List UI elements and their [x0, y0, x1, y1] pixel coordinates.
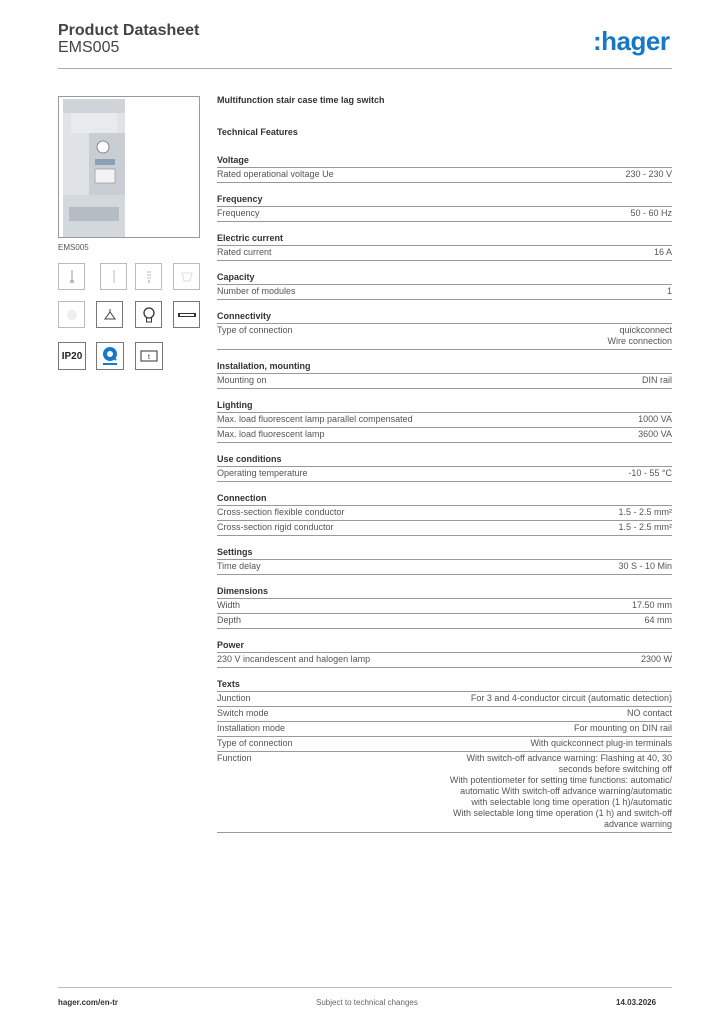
product-reference: EMS005	[58, 39, 120, 56]
page-title: Product Datasheet	[58, 22, 200, 39]
feature-row	[217, 707, 672, 722]
feature-sections	[217, 154, 672, 833]
feature-value: -10 - 55 °C	[628, 468, 672, 478]
feature-value: 1.5 - 2.5 mm²	[618, 507, 672, 517]
technical-features	[217, 95, 672, 843]
section-title: Electric current	[217, 232, 672, 246]
ip20-badge	[58, 342, 86, 370]
feature-key: Rated operational voltage Ue	[217, 169, 334, 179]
spot-lamp-icon	[58, 301, 85, 328]
feature-row	[217, 413, 672, 428]
feature-key: Rated current	[217, 247, 272, 257]
feature-row	[217, 599, 672, 614]
feature-section	[217, 232, 672, 261]
section-title: Capacity	[217, 271, 672, 285]
feature-row	[217, 324, 672, 350]
feature-key: Cross-section rigid conductor	[217, 522, 334, 532]
compact-lamp-icon	[135, 263, 162, 290]
section-title: Power	[217, 639, 672, 653]
footer-divider	[58, 987, 672, 988]
section-title: Use conditions	[217, 453, 672, 467]
section-title: Voltage	[217, 154, 672, 168]
feature-key: Width	[217, 600, 241, 610]
svg-text:t: t	[148, 354, 150, 361]
feature-key: Installation mode	[217, 723, 286, 733]
feature-row	[217, 467, 672, 482]
feature-row	[217, 614, 672, 629]
section-title: Installation, mounting	[217, 360, 672, 374]
feature-value: With switch-off advance warning: Flashing at 40, 30 seconds before switching off With potentiometer for setting time functions: automatic/ automatic With switch-off advance warning/automatic with selectable long time operation (1 h)/automatic With selectable long time operation (1 h) and switch-off advance warning	[449, 753, 672, 829]
feature-key: Frequency	[217, 208, 260, 218]
footer-date: 14.03.2026	[616, 998, 657, 1007]
feature-value: With quickconnect plug-in terminals	[530, 738, 672, 748]
feature-section	[217, 678, 672, 833]
feature-key: Type of connection	[217, 325, 293, 335]
header-divider	[58, 68, 672, 69]
feature-key: Cross-section flexible conductor	[217, 507, 345, 517]
feature-section	[217, 154, 672, 183]
feature-value: quickconnect Wire connection	[607, 325, 672, 346]
footer-notice: Subject to technical changes	[316, 998, 418, 1007]
feature-value: NO contact	[626, 708, 672, 718]
feature-value: 64 mm	[644, 615, 672, 625]
feature-row	[217, 207, 672, 222]
lamp-icon	[58, 263, 85, 290]
feature-key: Max. load fluorescent lamp parallel compensated	[217, 414, 413, 424]
feature-row	[217, 737, 672, 752]
feature-row	[217, 560, 672, 575]
feature-row	[217, 168, 672, 183]
hager-logo: :hager	[593, 26, 670, 56]
feature-value: 1.5 - 2.5 mm²	[618, 522, 672, 532]
feature-row	[217, 722, 672, 737]
feature-row	[217, 246, 672, 261]
bulb-icon	[135, 301, 162, 328]
fluorescent-tube-icon	[100, 263, 127, 290]
feature-key: Max. load fluorescent lamp	[217, 429, 325, 439]
quickconnect-logo	[96, 342, 124, 370]
section-title: Connection	[217, 492, 672, 506]
halogen-icon	[173, 263, 200, 290]
feature-value: DIN rail	[641, 375, 672, 385]
feature-section	[217, 310, 672, 350]
feature-section	[217, 271, 672, 300]
feature-row	[217, 374, 672, 389]
feature-value: 50 - 60 Hz	[630, 208, 672, 218]
feature-row	[217, 285, 672, 300]
feature-row	[217, 653, 672, 668]
ip20-label: IP20	[61, 350, 83, 362]
feature-key: Number of modules	[217, 286, 296, 296]
feature-section	[217, 546, 672, 575]
ceiling-lamp-icon	[96, 301, 123, 328]
feature-row	[217, 752, 672, 833]
feature-value: 230 - 230 V	[625, 169, 672, 179]
feature-value: 30 S - 10 Min	[618, 561, 672, 571]
feature-key: Operating temperature	[217, 468, 308, 478]
feature-key: Depth	[217, 615, 242, 625]
product-name: Multifunction stair case time lag switch	[217, 95, 385, 105]
feature-value: For mounting on DIN rail	[573, 723, 672, 733]
feature-row	[217, 428, 672, 443]
fluorescent-icon	[173, 301, 200, 328]
feature-section	[217, 639, 672, 668]
feature-value: 1000 VA	[638, 414, 672, 424]
section-title: Frequency	[217, 193, 672, 207]
feature-section	[217, 193, 672, 222]
feature-row	[217, 506, 672, 521]
section-title: Settings	[217, 546, 672, 560]
feature-section	[217, 585, 672, 629]
section-title: Dimensions	[217, 585, 672, 599]
feature-key: Type of connection	[217, 738, 293, 748]
feature-value: 2300 W	[640, 654, 672, 664]
feature-key: Time delay	[217, 561, 261, 571]
feature-key: Junction	[217, 693, 251, 703]
feature-row	[217, 521, 672, 536]
feature-section	[217, 399, 672, 443]
feature-key: 230 V incandescent and halogen lamp	[217, 654, 371, 664]
feature-value: For 3 and 4-conductor circuit (automatic detection)	[470, 693, 672, 703]
section-title: Lighting	[217, 399, 672, 413]
timer-icon	[135, 342, 163, 370]
feature-section	[217, 492, 672, 536]
photo-caption: EMS005	[58, 243, 89, 252]
feature-value: 1	[666, 286, 672, 296]
feature-key: Function	[217, 753, 252, 763]
technical-title: Technical Features	[217, 127, 298, 137]
section-title: Connectivity	[217, 310, 672, 324]
feature-value: 3600 VA	[638, 429, 672, 439]
feature-key: Switch mode	[217, 708, 269, 718]
feature-value: 17.50 mm	[631, 600, 672, 610]
feature-section	[217, 453, 672, 482]
feature-key: Mounting on	[217, 375, 267, 385]
feature-row	[217, 692, 672, 707]
feature-value: 16 A	[653, 247, 672, 257]
feature-section	[217, 360, 672, 389]
section-title: Texts	[217, 678, 672, 692]
footer-website[interactable]: hager.com/en-tr	[58, 998, 119, 1007]
product-photo	[58, 96, 200, 238]
